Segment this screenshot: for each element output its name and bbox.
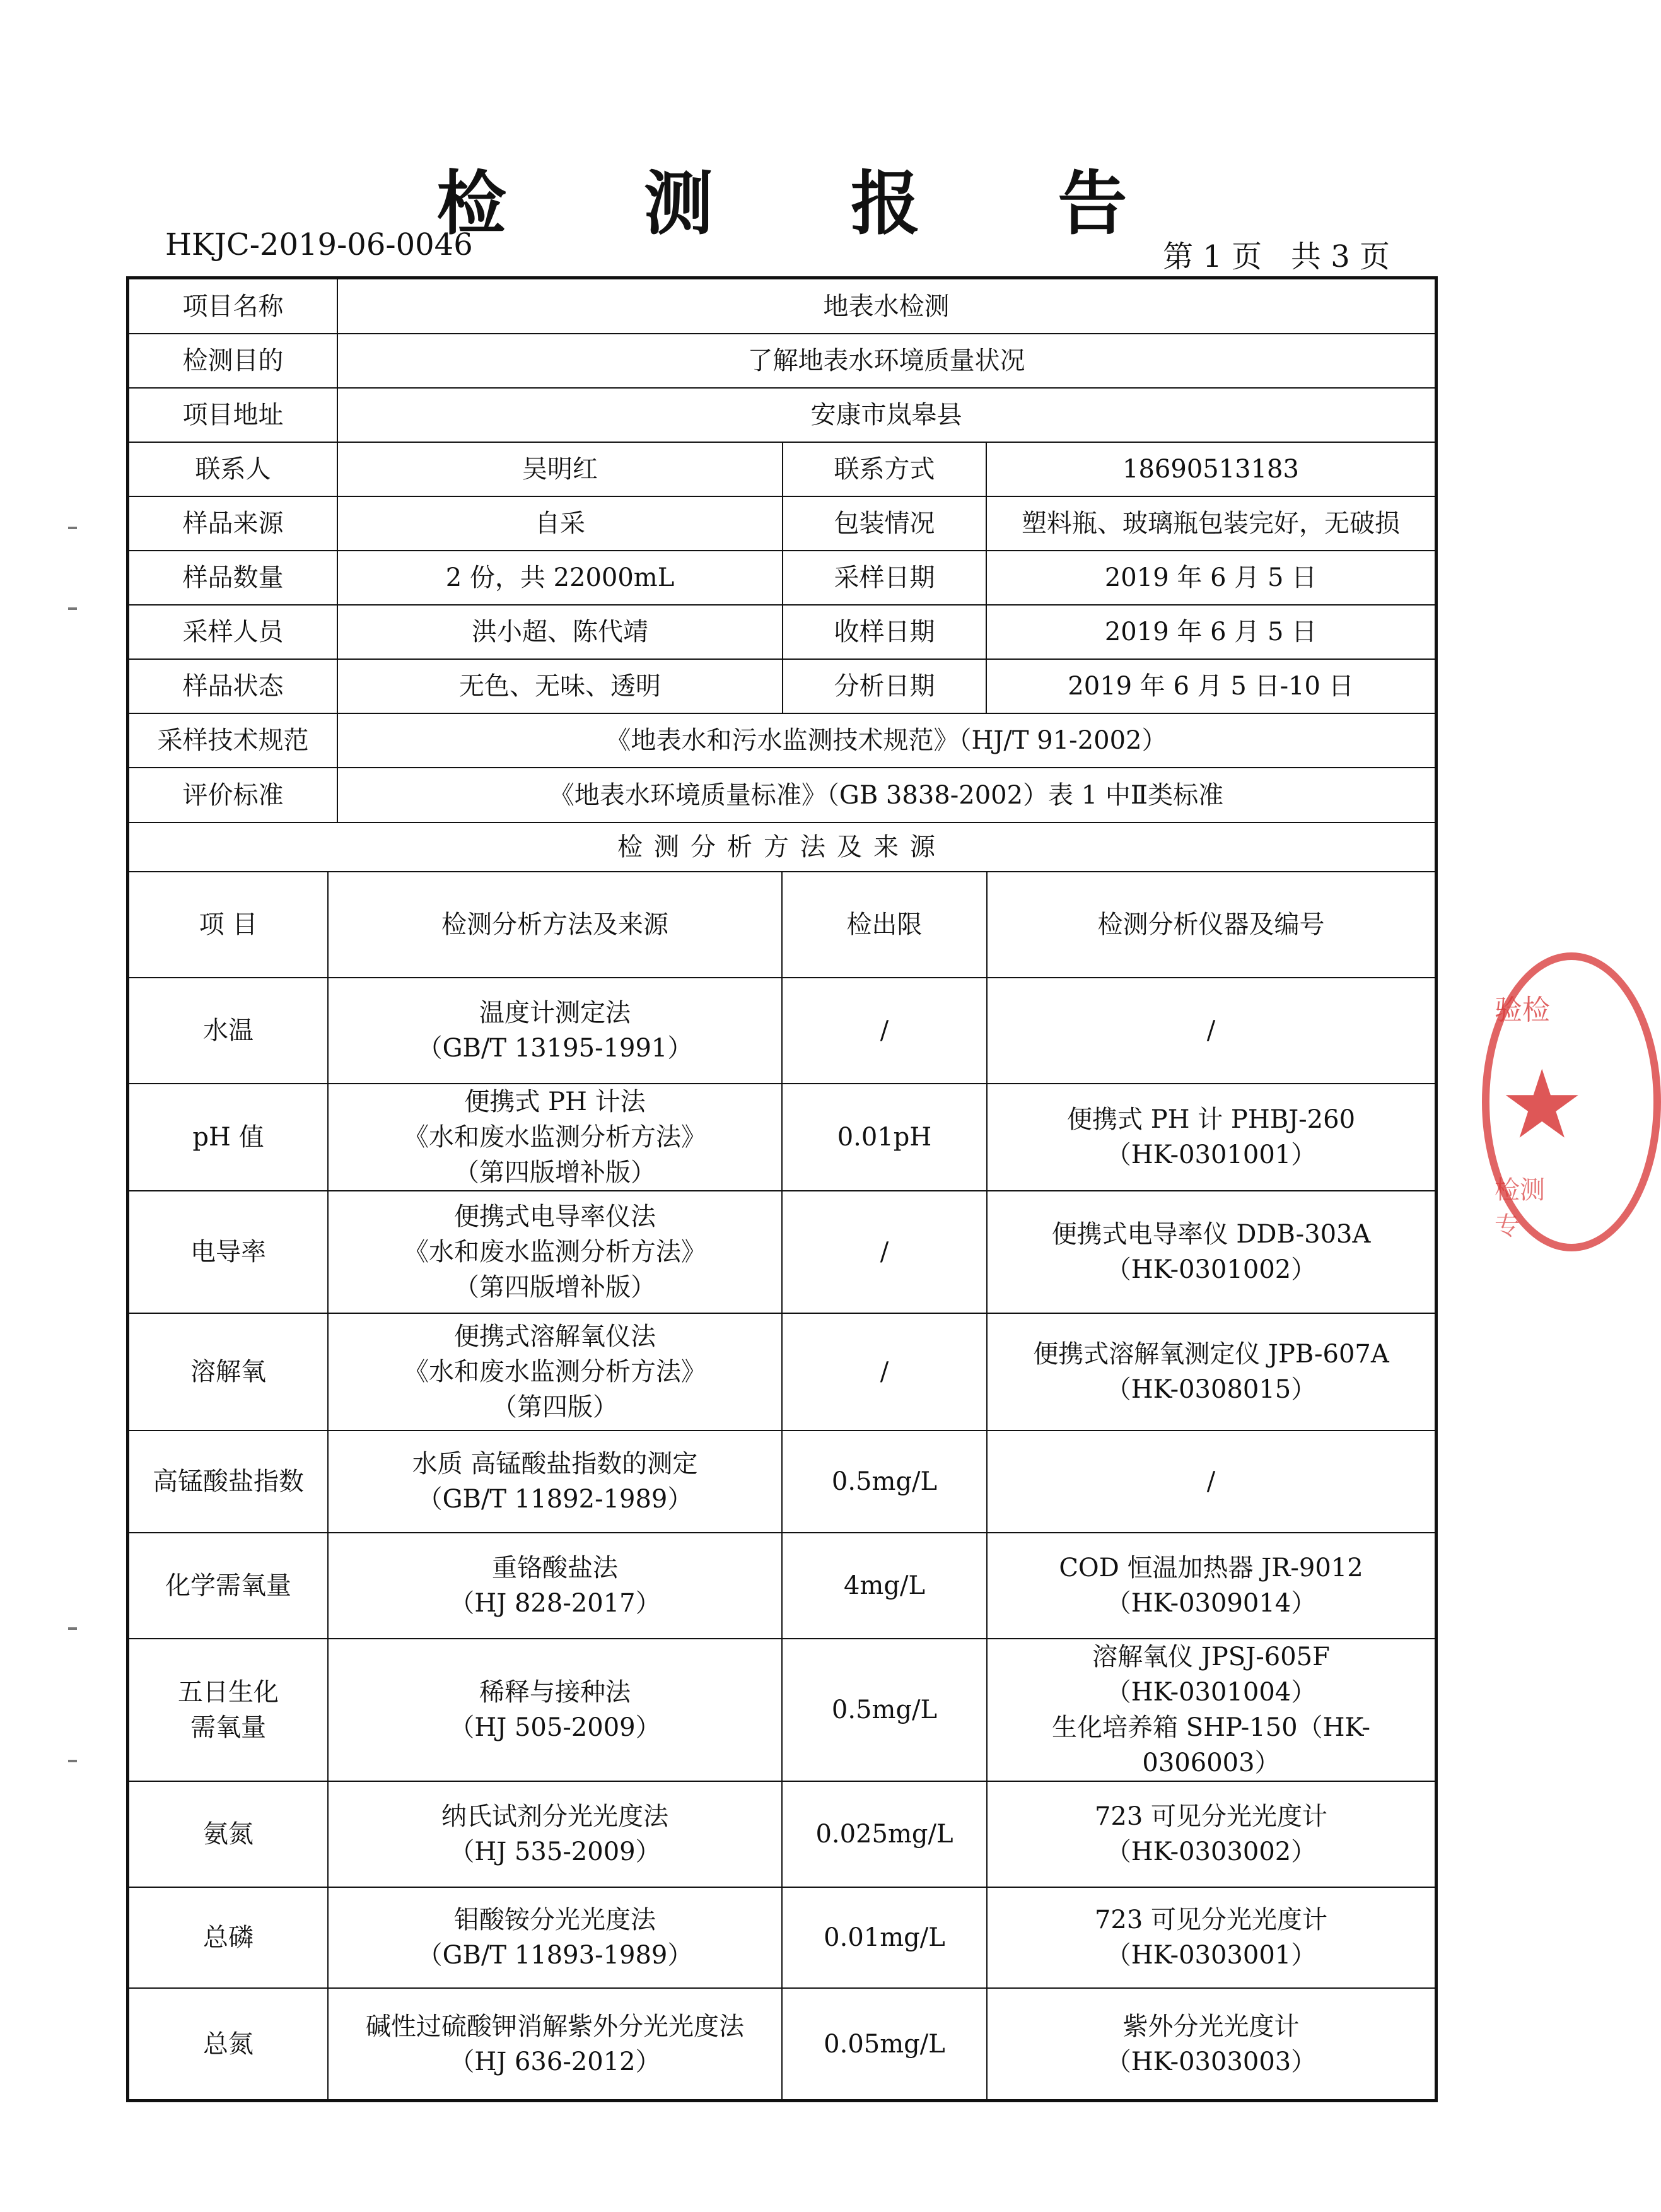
info-table [129,279,1435,822]
value-address: 安康市岚皋县 [337,388,1435,442]
method-item-line: 高锰酸盐指数 [153,1467,304,1496]
method-instrument-line: （HK-0301001） [1105,1140,1317,1169]
label-quantity: 样品数量 [129,551,337,605]
method-limit: 0.01mg/L [782,1887,987,1988]
method-item [129,1084,328,1191]
method-instrument-line: 便携式 PH 计 PHBJ-260 [1066,1105,1356,1134]
value-source: 自采 [337,496,783,551]
method-instrument-line: 便携式溶解氧测定仪 JPB-607A [1033,1340,1389,1369]
method-instrument [987,1639,1435,1781]
value-package: 塑料瓶、玻璃瓶包装完好，无破损 [986,496,1435,551]
value-state: 无色、无味、透明 [337,659,783,713]
method-instrument-line: （HK-0309014） [1105,1589,1317,1618]
margin-mark [68,1627,77,1630]
method-instrument-line: （HK-0303003） [1105,2047,1317,2076]
method-limit: 0.05mg/L [782,1988,987,2099]
method-instrument [987,1191,1435,1313]
method-name-line: 温度计测定法 [479,998,631,1027]
method-instrument [987,1887,1435,1988]
method-item [129,1313,328,1431]
methods-table [129,822,1435,2099]
method-name [328,1313,782,1431]
info-row-spec [129,713,1435,768]
info-row-contact [129,442,1435,496]
method-instrument-line: / [1206,1016,1216,1045]
header-limit: 检出限 [782,872,987,978]
method-instrument-line: 溶解氧仪 JPSJ-605F [1092,1642,1330,1671]
method-instrument-line: （HK-0301004） [1105,1678,1317,1707]
method-row [129,1533,1435,1639]
method-item [129,1533,328,1639]
info-row-standard [129,768,1435,822]
method-limit: / [782,1191,987,1313]
label-standard: 评价标准 [129,768,337,822]
method-row [129,1781,1435,1887]
method-name-line: 便携式溶解氧仪法 [454,1322,656,1351]
label-address: 项目地址 [129,388,337,442]
method-name [328,1533,782,1639]
label-state: 样品状态 [129,659,337,713]
method-item [129,1887,328,1988]
method-row [129,978,1435,1084]
method-instrument [987,1533,1435,1639]
method-instrument [987,1084,1435,1191]
method-instrument-line: （HK-0303002） [1105,1837,1317,1866]
method-item [129,978,328,1084]
header-method: 检测分析方法及来源 [328,872,782,978]
method-item [129,1431,328,1533]
method-item-line: 氨氮 [203,1820,254,1849]
label-receive-date: 收样日期 [783,605,986,659]
seal-text-top: 验检 [1495,994,1550,1026]
value-standard: 《地表水环境质量标准》（GB 3838-2002）表 1 中Ⅱ类标准 [337,768,1435,822]
info-row-source [129,496,1435,551]
method-item-line: 电导率 [190,1238,266,1267]
method-limit: / [782,1313,987,1431]
info-row-purpose [129,334,1435,388]
method-name-line: （第四版增补版） [454,1273,656,1302]
value-analysis-date: 2019 年 6 月 5 日-10 日 [986,659,1435,713]
method-name-line: （GB/T 11892-1989） [417,1485,693,1514]
method-name-line: 重铬酸盐法 [492,1554,618,1583]
method-instrument [987,1313,1435,1431]
margin-mark [68,607,77,610]
method-instrument-line: 723 可见分光光度计 [1094,1905,1328,1934]
method-name-line: 《水和废水监测分析方法》 [404,1123,706,1152]
method-instrument [987,978,1435,1084]
method-name [328,1639,782,1781]
method-item [129,1191,328,1313]
value-sampler: 洪小超、陈代靖 [337,605,783,659]
method-name-line: （HJ 505-2009） [449,1713,661,1742]
method-instrument-line: 723 可见分光光度计 [1094,1802,1328,1831]
method-name-line: （GB/T 11893-1989） [417,1941,693,1970]
method-limit: 0.5mg/L [782,1431,987,1533]
method-limit: / [782,978,987,1084]
method-item-line: 需氧量 [190,1713,266,1742]
report-title: 检 测 报 告 [436,163,1184,244]
method-instrument [987,1988,1435,2099]
method-name-line: （HJ 535-2009） [449,1837,661,1866]
label-package: 包装情况 [783,496,986,551]
value-phone: 18690513183 [986,442,1435,496]
method-row [129,1639,1435,1781]
value-sampling-date: 2019 年 6 月 5 日 [986,551,1435,605]
method-instrument-line: （HK-0303001） [1105,1941,1317,1970]
margin-mark [68,1760,77,1762]
method-limit: 0.01pH [782,1084,987,1191]
report-number: HKJC-2019-06-0046 [165,227,473,262]
methods-body [129,978,1435,2099]
method-item-line: 总氮 [203,2029,254,2059]
label-sampling-date: 采样日期 [783,551,986,605]
method-item [129,1781,328,1887]
method-row [129,1084,1435,1191]
method-instrument-line: 生化培养箱 SHP-150（HK-0306003） [1052,1713,1370,1777]
method-limit: 0.5mg/L [782,1639,987,1781]
method-name-line: （第四版） [492,1393,618,1422]
method-name [328,1988,782,2099]
method-name-line: 《水和废水监测分析方法》 [404,1238,706,1267]
method-item-line: 五日生化 [178,1678,279,1707]
label-spec: 采样技术规范 [129,713,337,768]
method-item-line: 溶解氧 [190,1357,266,1386]
method-row [129,1313,1435,1431]
method-name-line: （第四版增补版） [454,1158,656,1187]
method-limit: 0.025mg/L [782,1781,987,1887]
page-indicator: 第 1 页 共 3 页 [1163,239,1390,274]
method-row [129,1431,1435,1533]
label-sampler: 采样人员 [129,605,337,659]
method-name-line: 碱性过硫酸钾消解紫外分光光度法 [366,2011,744,2041]
info-row-state [129,659,1435,713]
method-instrument [987,1431,1435,1533]
method-name-line: 纳氏试剂分光光度法 [441,1802,668,1831]
value-spec: 《地表水和污水监测技术规范》（HJ/T 91-2002） [337,713,1435,768]
method-name [328,1191,782,1313]
method-name-line: 水质 高锰酸盐指数的测定 [412,1449,698,1478]
info-row-sampler [129,605,1435,659]
method-name [328,978,782,1084]
method-name-line: 钼酸铵分光光度法 [454,1905,656,1934]
method-item [129,1988,328,2099]
method-name-line: 便携式电导率仪法 [454,1202,656,1231]
method-name [328,1084,782,1191]
methods-header-row [129,872,1435,978]
method-name-line: 《水和废水监测分析方法》 [404,1357,706,1386]
method-name-line: （HJ 636-2012） [449,2047,661,2076]
method-instrument-line: / [1206,1467,1216,1496]
value-quantity: 2 份，共 22000mL [337,551,783,605]
header-item: 项 目 [129,872,328,978]
method-instrument [987,1781,1435,1887]
method-name-line: （HJ 828-2017） [449,1589,661,1618]
methods-section-row [129,822,1435,872]
method-instrument-line: COD 恒温加热器 JR-9012 [1059,1554,1363,1583]
method-instrument-line: 紫外分光光度计 [1122,2011,1300,2041]
label-analysis-date: 分析日期 [783,659,986,713]
value-contact: 吴明红 [337,442,783,496]
method-instrument-line: 便携式电导率仪 DDB-303A [1051,1220,1371,1249]
value-project-name: 地表水检测 [337,279,1435,334]
label-phone: 联系方式 [783,442,986,496]
method-item [129,1639,328,1781]
method-row [129,1191,1435,1313]
report-table [126,276,1438,2102]
method-name [328,1781,782,1887]
info-row-quantity [129,551,1435,605]
method-row [129,1887,1435,1988]
method-item-line: pH 值 [192,1123,264,1152]
method-name [328,1887,782,1988]
margin-mark [68,527,77,529]
seal-star-icon: ★ [1500,1050,1585,1160]
method-name-line: 稀释与接种法 [479,1678,631,1707]
value-purpose: 了解地表水环境质量状况 [337,334,1435,388]
method-name-line: （GB/T 13195-1991） [417,1034,693,1063]
value-receive-date: 2019 年 6 月 5 日 [986,605,1435,659]
method-instrument-line: （HK-0308015） [1105,1375,1317,1404]
method-name-line: 便携式 PH 计法 [464,1087,646,1116]
method-item-line: 水温 [203,1016,254,1045]
info-row-address [129,388,1435,442]
seal-text-bottom: 检测专 [1495,1176,1545,1241]
method-instrument-line: （HK-0301002） [1105,1255,1317,1284]
info-row-project-name [129,279,1435,334]
header-instrument: 检测分析仪器及编号 [987,872,1435,978]
label-purpose: 检测目的 [129,334,337,388]
method-row [129,1988,1435,2099]
label-source: 样品来源 [129,496,337,551]
method-name [328,1431,782,1533]
methods-section-title: 检测分析方法及来源 [129,822,1435,872]
method-item-line: 化学需氧量 [165,1571,291,1600]
label-project-name: 项目名称 [129,279,337,334]
method-limit: 4mg/L [782,1533,987,1639]
method-item-line: 总磷 [203,1923,254,1952]
label-contact: 联系人 [129,442,337,496]
